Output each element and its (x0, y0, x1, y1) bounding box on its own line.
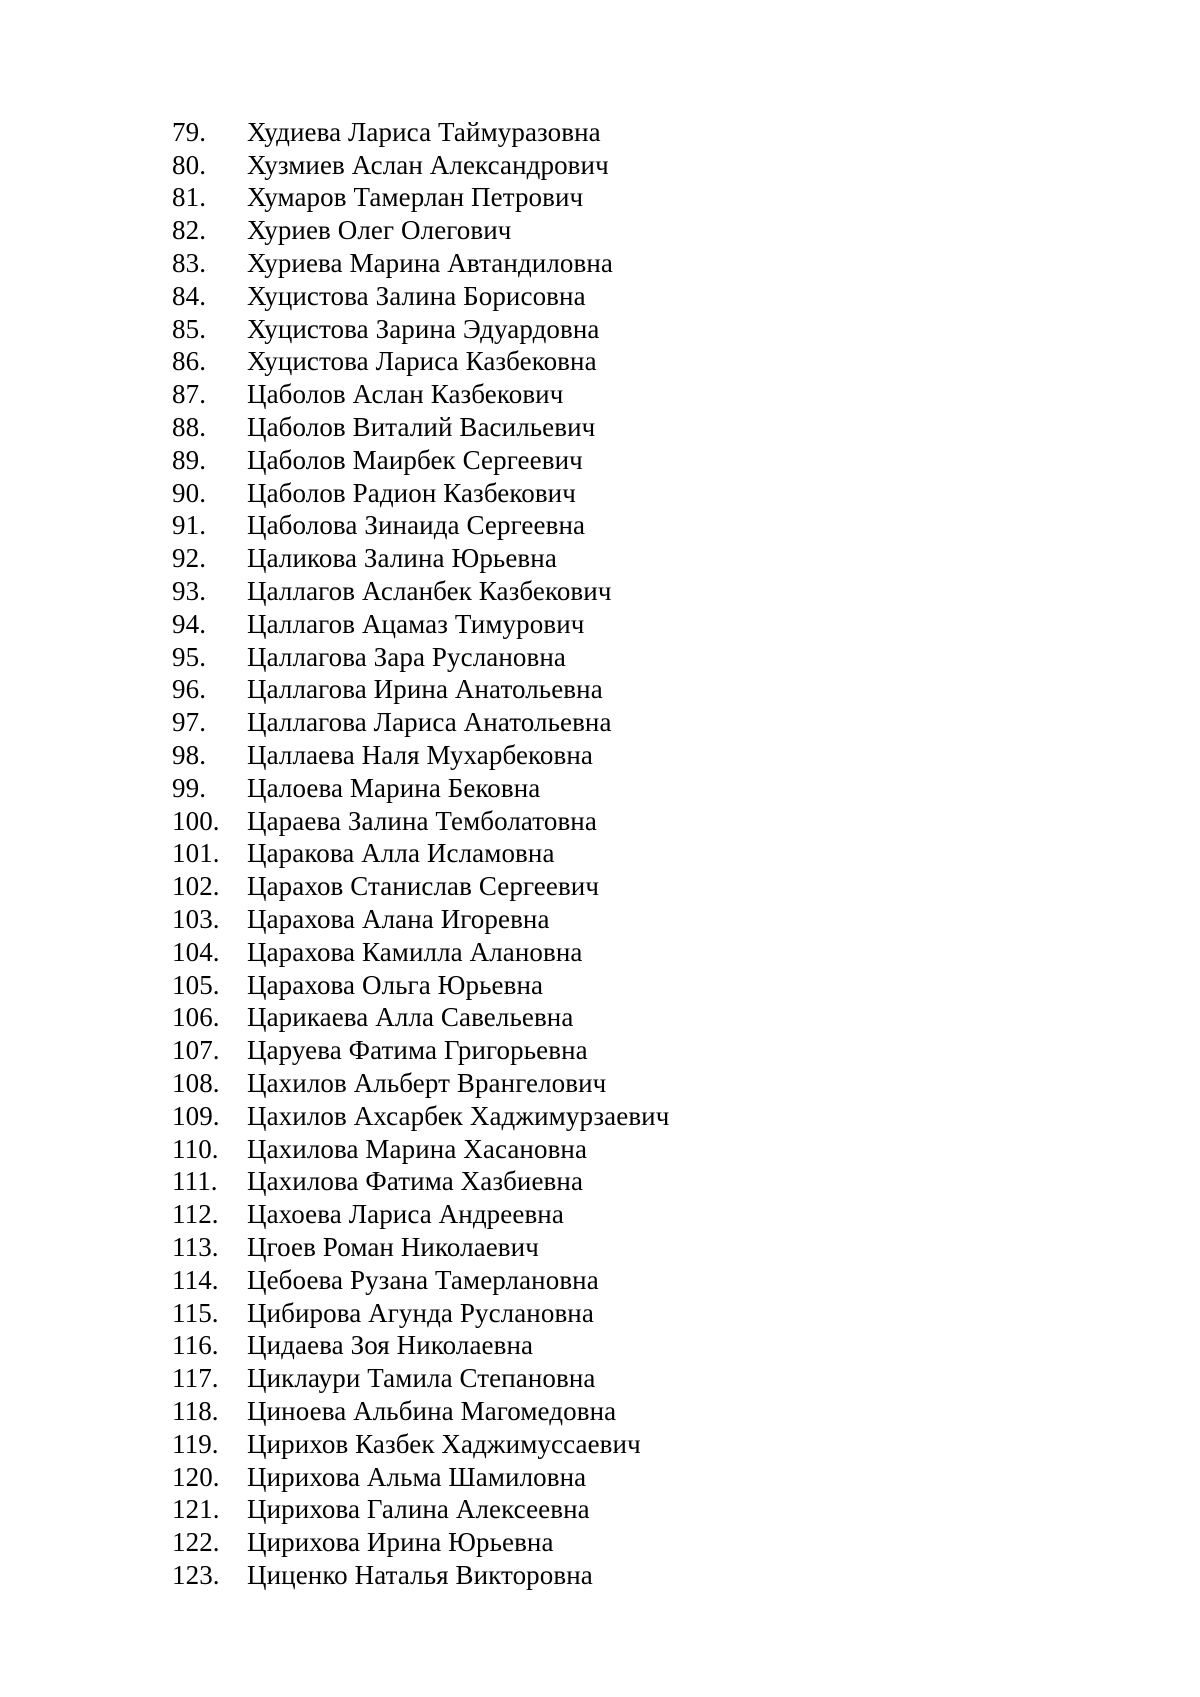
entry-number: 94. (172, 608, 207, 639)
entry-number: 95. (172, 641, 207, 672)
list-item (172, 1067, 669, 1100)
entry-name: Цаболов Радион Казбекович (247, 477, 576, 508)
entry-number: 90. (172, 477, 207, 508)
entry-number: 114. (172, 1264, 219, 1295)
entry-number: 84. (172, 280, 207, 311)
entry-name: Царикаева Алла Савельевна (247, 1002, 574, 1033)
entry-name: Царахова Алана Игоревна (247, 904, 550, 935)
list-item (172, 739, 669, 772)
entry-number: 85. (172, 313, 207, 344)
list-item (172, 149, 669, 182)
list-item (172, 575, 669, 608)
list-item (172, 444, 669, 477)
entry-number: 109. (172, 1100, 220, 1131)
entry-number: 87. (172, 379, 207, 410)
entry-name: Царуева Фатима Григорьевна (247, 1035, 588, 1066)
entry-name: Циноева Альбина Магомедовна (247, 1395, 617, 1426)
entry-name: Цирихова Галина Алексеевна (247, 1494, 590, 1525)
list-item (172, 378, 669, 411)
entry-name: Хуцистова Залина Борисовна (247, 280, 586, 311)
entry-name: Царакова Алла Исламовна (247, 838, 555, 869)
list-item (172, 214, 669, 247)
entry-name: Циценко Наталья Викторовна (247, 1559, 593, 1590)
entry-name: Цаллагов Ацамаз Тимурович (247, 608, 585, 639)
list-item (172, 936, 669, 969)
entry-number: 101. (172, 838, 220, 869)
entry-name: Цахилова Марина Хасановна (247, 1133, 588, 1164)
entry-number: 108. (172, 1068, 220, 1098)
entry-name: Хузмиев Аслан Александрович (247, 149, 609, 180)
list-item (172, 116, 669, 149)
entry-name: Цирихов Казбек Хаджимуссаевич (247, 1428, 641, 1459)
list-item (172, 772, 669, 805)
list-item (172, 1526, 669, 1559)
list-item (172, 1395, 669, 1428)
list-item (172, 1493, 669, 1526)
entry-number: 79. (172, 116, 207, 147)
entry-number: 107. (172, 1035, 220, 1066)
entry-name: Цаболов Виталий Васильевич (247, 412, 596, 443)
entry-number: 117. (172, 1363, 219, 1394)
entry-name: Цирихова Альма Шамиловна (247, 1461, 587, 1492)
list-item (172, 1559, 669, 1592)
entry-name: Цахилова Фатима Хазбиевна (247, 1166, 584, 1197)
entry-number: 96. (172, 674, 207, 705)
list-item (172, 1297, 669, 1330)
list-item (172, 1264, 669, 1297)
entry-number: 119. (172, 1428, 219, 1459)
entry-name: Цараева Залина Темболатовна (247, 805, 597, 836)
entry-number: 111. (172, 1166, 218, 1197)
entry-number: 120. (172, 1461, 220, 1492)
list-item (172, 411, 669, 444)
entry-name: Цаллагов Асланбек Казбекович (247, 576, 612, 607)
entry-number: 112. (172, 1199, 219, 1230)
entry-name: Цаболов Маирбек Сергеевич (247, 444, 583, 475)
entry-name: Худиева Лариса Таймуразовна (247, 116, 601, 147)
list-item (172, 510, 669, 543)
entry-number: 93. (172, 576, 207, 607)
entry-name: Цахоева Лариса Андреевна (247, 1199, 564, 1230)
entry-number: 88. (172, 412, 207, 443)
list-item (172, 1428, 669, 1461)
list-item (172, 182, 669, 215)
entry-name: Цаллагова Ирина Анатольевна (247, 674, 603, 705)
name-list (172, 116, 669, 1592)
entry-name: Цибирова Агунда Руслановна (247, 1297, 594, 1328)
entry-number: 99. (172, 772, 207, 803)
entry-number: 82. (172, 215, 207, 246)
list-item (172, 477, 669, 510)
list-item (172, 247, 669, 280)
entry-number: 104. (172, 936, 220, 967)
list-item (172, 805, 669, 838)
entry-number: 97. (172, 707, 207, 738)
list-item (172, 1002, 669, 1035)
list-item (172, 674, 669, 707)
entry-number: 91. (172, 510, 207, 541)
list-item (172, 1100, 669, 1133)
list-item (172, 903, 669, 936)
entry-name: Цебоева Рузана Тамерлановна (247, 1264, 599, 1295)
entry-name: Цахилов Альберт Врангелович (247, 1068, 607, 1098)
entry-number: 81. (172, 182, 207, 213)
entry-name: Цидаева Зоя Николаевна (247, 1330, 534, 1361)
list-item (172, 1133, 669, 1166)
entry-number: 92. (172, 543, 207, 574)
entry-name: Цаллагова Лариса Анатольевна (247, 707, 612, 738)
entry-name: Цирихова Ирина Юрьевна (247, 1527, 554, 1558)
entry-name: Царахова Ольга Юрьевна (247, 969, 544, 1000)
entry-number: 103. (172, 904, 220, 935)
entry-name: Хуриев Олег Олегович (247, 215, 512, 246)
entry-number: 105. (172, 969, 220, 1000)
list-item (172, 838, 669, 871)
entry-number: 106. (172, 1002, 220, 1033)
entry-name: Хуриева Марина Автандиловна (247, 248, 613, 279)
entry-name: Хуцистова Лариса Казбековна (247, 346, 597, 377)
entry-name: Цаллагова Зара Руслановна (247, 641, 567, 672)
entry-number: 122. (172, 1527, 220, 1558)
list-item (172, 280, 669, 313)
list-item (172, 1329, 669, 1362)
entry-number: 110. (172, 1133, 219, 1164)
list-item (172, 313, 669, 346)
entry-number: 100. (172, 805, 220, 836)
list-item (172, 706, 669, 739)
entry-number: 113. (172, 1231, 219, 1262)
list-item (172, 1166, 669, 1199)
list-item (172, 1461, 669, 1494)
list-item (172, 1034, 669, 1067)
entry-number: 121. (172, 1494, 220, 1525)
entry-name: Цаликова Залина Юрьевна (247, 543, 557, 574)
list-item (172, 870, 669, 903)
entry-name: Царахов Станислав Сергеевич (247, 871, 600, 902)
entry-name: Хумаров Тамерлан Петрович (247, 182, 584, 213)
entry-number: 115. (172, 1297, 219, 1328)
list-item (172, 1231, 669, 1264)
list-item (172, 1362, 669, 1395)
list-item (172, 608, 669, 641)
entry-number: 80. (172, 149, 207, 180)
entry-name: Цгоев Роман Николаевич (247, 1231, 539, 1262)
entry-name: Циклаури Тамила Степановна (247, 1363, 596, 1394)
entry-number: 118. (172, 1395, 219, 1426)
entry-number: 86. (172, 346, 207, 377)
entry-name: Хуцистова Зарина Эдуардовна (247, 313, 600, 344)
entry-name: Цаллаева Наля Мухарбековна (247, 740, 593, 771)
list-item (172, 1198, 669, 1231)
entry-number: 98. (172, 740, 207, 771)
entry-name: Цахилов Ахсарбек Хаджимурзаевич (247, 1100, 670, 1131)
entry-name: Цаболова Зинаида Сергеевна (247, 510, 586, 541)
list-item (172, 969, 669, 1002)
list-item (172, 542, 669, 575)
entry-number: 123. (172, 1559, 220, 1590)
entry-name: Цаболов Аслан Казбекович (247, 379, 564, 410)
list-item (172, 346, 669, 379)
entry-number: 116. (172, 1330, 219, 1361)
entry-name: Царахова Камилла Алановна (247, 936, 583, 967)
entry-number: 83. (172, 248, 207, 279)
entry-name: Цалоева Марина Бековна (247, 772, 541, 803)
entry-number: 89. (172, 444, 207, 475)
list-item (172, 641, 669, 674)
entry-number: 102. (172, 871, 220, 902)
